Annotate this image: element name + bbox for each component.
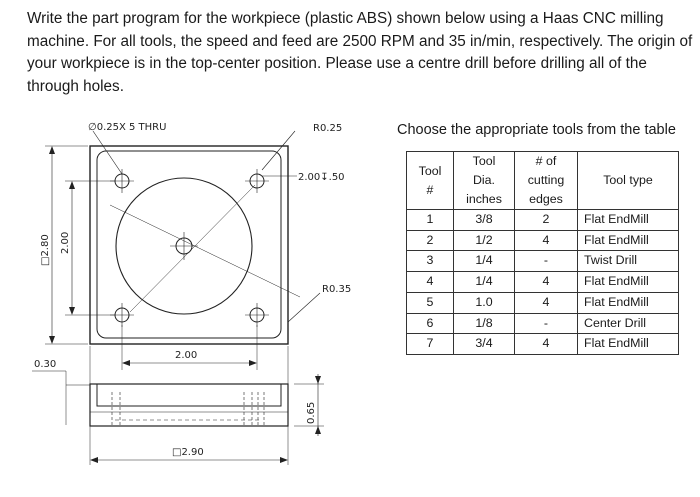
problem-statement bbox=[27, 8, 693, 98]
outer-square-dim: □2.80 bbox=[40, 234, 51, 266]
tool-table bbox=[406, 151, 679, 355]
cell-dia: 3/4 bbox=[454, 334, 515, 355]
hole-spacing-horizontal: 2.00 bbox=[175, 350, 198, 361]
cell-tool: 2 bbox=[407, 230, 454, 251]
cell-type: Twist Drill bbox=[578, 251, 679, 272]
stock-square-dim: □2.90 bbox=[172, 447, 204, 458]
cell-edges: 4 bbox=[515, 272, 578, 293]
side-view bbox=[90, 384, 288, 426]
cell-edges: 4 bbox=[515, 334, 578, 355]
cell-dia: 1/4 bbox=[454, 272, 515, 293]
cell-tool: 5 bbox=[407, 292, 454, 313]
cell-tool: 6 bbox=[407, 313, 454, 334]
corner-radius-top: R0.25 bbox=[313, 123, 343, 134]
cell-dia: 1.0 bbox=[454, 292, 515, 313]
cell-dia: 1/2 bbox=[454, 230, 515, 251]
cell-edges: 2 bbox=[515, 210, 578, 231]
hole-top-right bbox=[245, 169, 269, 193]
hole-callout: ∅0.25X 5 THRU bbox=[88, 122, 167, 133]
problem-line: machine. For all tools, the speed and feed are 2500 RPM and 35 in/min, respectively. The origin of bbox=[27, 32, 693, 50]
table-row bbox=[407, 272, 679, 293]
cell-tool: 1 bbox=[407, 210, 454, 231]
cell-edges: - bbox=[515, 251, 578, 272]
table-header-row bbox=[407, 152, 679, 210]
cell-edges: 4 bbox=[515, 292, 578, 313]
cell-edges: 4 bbox=[515, 230, 578, 251]
cell-type: Flat EndMill bbox=[578, 272, 679, 293]
problem-line: your workpiece is in the top-center position. Please use a centre drill before drilling all of the bbox=[27, 55, 647, 72]
cell-tool: 7 bbox=[407, 334, 454, 355]
table-row bbox=[407, 230, 679, 251]
inner-part-outline bbox=[97, 151, 281, 338]
header-edges: # of cutting edges bbox=[515, 152, 578, 210]
cell-type: Flat EndMill bbox=[578, 210, 679, 231]
header-tool: Tool # bbox=[407, 152, 454, 210]
cell-edges: - bbox=[515, 313, 578, 334]
table-row bbox=[407, 334, 679, 355]
table-row bbox=[407, 313, 679, 334]
pocket-depth: 2.00↧.50 bbox=[298, 172, 345, 183]
cell-type: Flat EndMill bbox=[578, 230, 679, 251]
part-drawing bbox=[0, 110, 390, 497]
thickness-dim: 0.65 bbox=[306, 401, 317, 424]
table-row bbox=[407, 292, 679, 313]
problem-line: through holes. bbox=[27, 77, 124, 95]
header-dia: Tool Dia. inches bbox=[454, 152, 515, 210]
cell-dia: 1/4 bbox=[454, 251, 515, 272]
cell-type: Flat EndMill bbox=[578, 292, 679, 313]
cell-dia: 1/8 bbox=[454, 313, 515, 334]
table-title: Choose the appropriate tools from the table bbox=[397, 122, 676, 138]
header-type: Tool type bbox=[578, 152, 679, 210]
cell-dia: 3/8 bbox=[454, 210, 515, 231]
cell-tool: 3 bbox=[407, 251, 454, 272]
offset-dim: 0.30 bbox=[34, 359, 57, 370]
corner-radius-bottom: R0.35 bbox=[322, 284, 352, 295]
table-row bbox=[407, 251, 679, 272]
problem-line: Write the part program for the workpiece (plastic ABS) shown below using a Haas CNC milling bbox=[27, 10, 664, 27]
cell-type: Flat EndMill bbox=[578, 334, 679, 355]
table-row bbox=[407, 210, 679, 231]
cell-type: Center Drill bbox=[578, 313, 679, 334]
cell-tool: 4 bbox=[407, 272, 454, 293]
hole-bottom-right bbox=[245, 303, 269, 327]
hole-spacing-vertical: 2.00 bbox=[60, 231, 71, 254]
